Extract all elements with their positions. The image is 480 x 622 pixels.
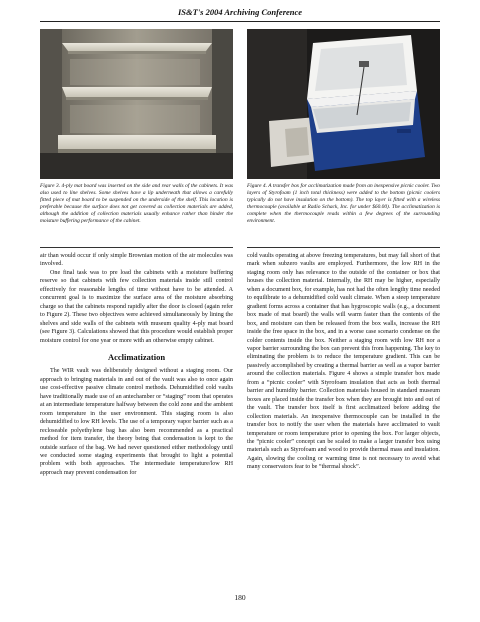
figure-4-photo — [247, 29, 440, 179]
figure-4-caption: Figure 4. A transfer box for acclimatization made from an inexpensive picnic cooler. Two layers of Styrofoam (1 inch total thickness) were added to the bottom (picnic coolers typically do not have insulation on the bottom). The top layer is fitted with a wireless thermocouple (available at Radio Schack, Inc. for under $60.00). The acclimatization is complete when the thermocouple reads within a few degrees of the surrounding environment. — [247, 183, 440, 225]
paragraph: cold vaults operating at above freezing temperatures, but may fall short of that mark when subzero vaults are employed. Furthermore, the low RH in the staging room only has relevance to the outside of the container or box that houses the collection material. Internally, the RH may be higher, especially when a document box, for example, has not had the often lengthy time needed to equilibrate to a dehumidified cold vault climate. When a steep temperature gradient forms across a container that has hygroscopic walls (e.g., a document box made of mat board) the walls will warm faster than the contents of the box, and moisture can then be released from the box walls, increase the RH inside the free space in the box, and in a worse case scenario condense on the colder contents inside the box. Neither a staging room with low RH nor a vapor barrier surrounding the box can prevent this from happening. The key to eliminating the problem is to reduce the temperature gradient. This can be passively accomplished by creating a thermal barrier as well as a vapor barrier around the collection materials. Figure 4 shows a simple transfer box made from a “picnic cooler” with Styrofoam insulation that acts as both thermal barrier and humidity barrier. Collection materials housed in standard museum boxes are placed inside the transfer box when they are brought into and out of the vault. The transfer box itself is first acclimatized before adding the collection materials. An inexpensive thermocouple can be installed in the transfer box to notify the user when the materials have acclimated to vault temperature or room temperature prior to opening the box. For larger objects, the “picnic cooler” concept can be scaled to make a larger transfer box using materials such as Styrofoam and wood to provide thermal mass and insulation. Again, slowing the cooling or warming time is not necessary to avoid what many conservators fear to be “thermal shock”. — [247, 253, 440, 471]
page-number: 180 — [234, 593, 246, 602]
right-column — [247, 252, 440, 472]
running-header: IS&T's 2004 Archiving Conference — [177, 7, 303, 17]
caption-rule-right — [247, 247, 440, 249]
header-rule — [40, 21, 440, 22]
paragraph: One final task was to pre load the cabinets with a moisture buffering reserve so that cabinets with few collection materials inside still control effectively for reasonable lengths of time without have to be attended. A concurrent goal is to maximize the surface area of the moisture absorbing charge so that the cabinets respond rapidly after the door is closed (again refer to Figure 2). These two objectives were achieved simultaneously by lining the shelves and side walls of the cabinets with museum quality 4-ply mat board (see Figure 3). Calculations showed that this procedure would establish proper moisture control for one year or more with an otherwise empty cabinet. — [40, 269, 233, 344]
figure-3-photo — [40, 29, 233, 179]
left-column — [40, 252, 233, 477]
section-heading: Acclimatization — [107, 351, 166, 362]
caption-rule-left — [40, 247, 233, 249]
figure-3-caption: Figure 3. 4-ply mat board was inserted on the side and rear walls of the cabinets. It was also used to line shelves. Some shelves have a lip underneath that allows a carefully fitted piece of mat board to be suspended on the underside of the shelf. This location is preferable because the surface does not get covered as collection materials are added, although the addition of collection materials usually enhance rather than hinder the moisture buffering performance of the cabinet. — [40, 183, 233, 225]
paragraph: air than would occur if only simple Brownian motion of the air molecules was involved. — [40, 253, 233, 268]
paragraph: The WIR vault was deliberately designed without a staging room. Our approach to bringing materials in and out of the vault was also to once again use cost-effective passive climate control methods. Dehumidified cold vaults have traditionally made use of an antechamber or “staging” room that operates at an intermediate temperature halfway between the cold zone and the ambient room temperature in the user environment. This staging room is also dehumidified to low RH levels. The use of a temporary vapor barrier such as a recloseable polyethylene bag has also been recommended as a practical method for item transfer, the theory being that condensation is kept to the outside surface of the bag. We had never questioned either methodology until we conducted some staging experiments that brought to light a potential problem with both approaches. The intermediate temperature/low RH approach may prevent condensation for — [40, 368, 233, 476]
